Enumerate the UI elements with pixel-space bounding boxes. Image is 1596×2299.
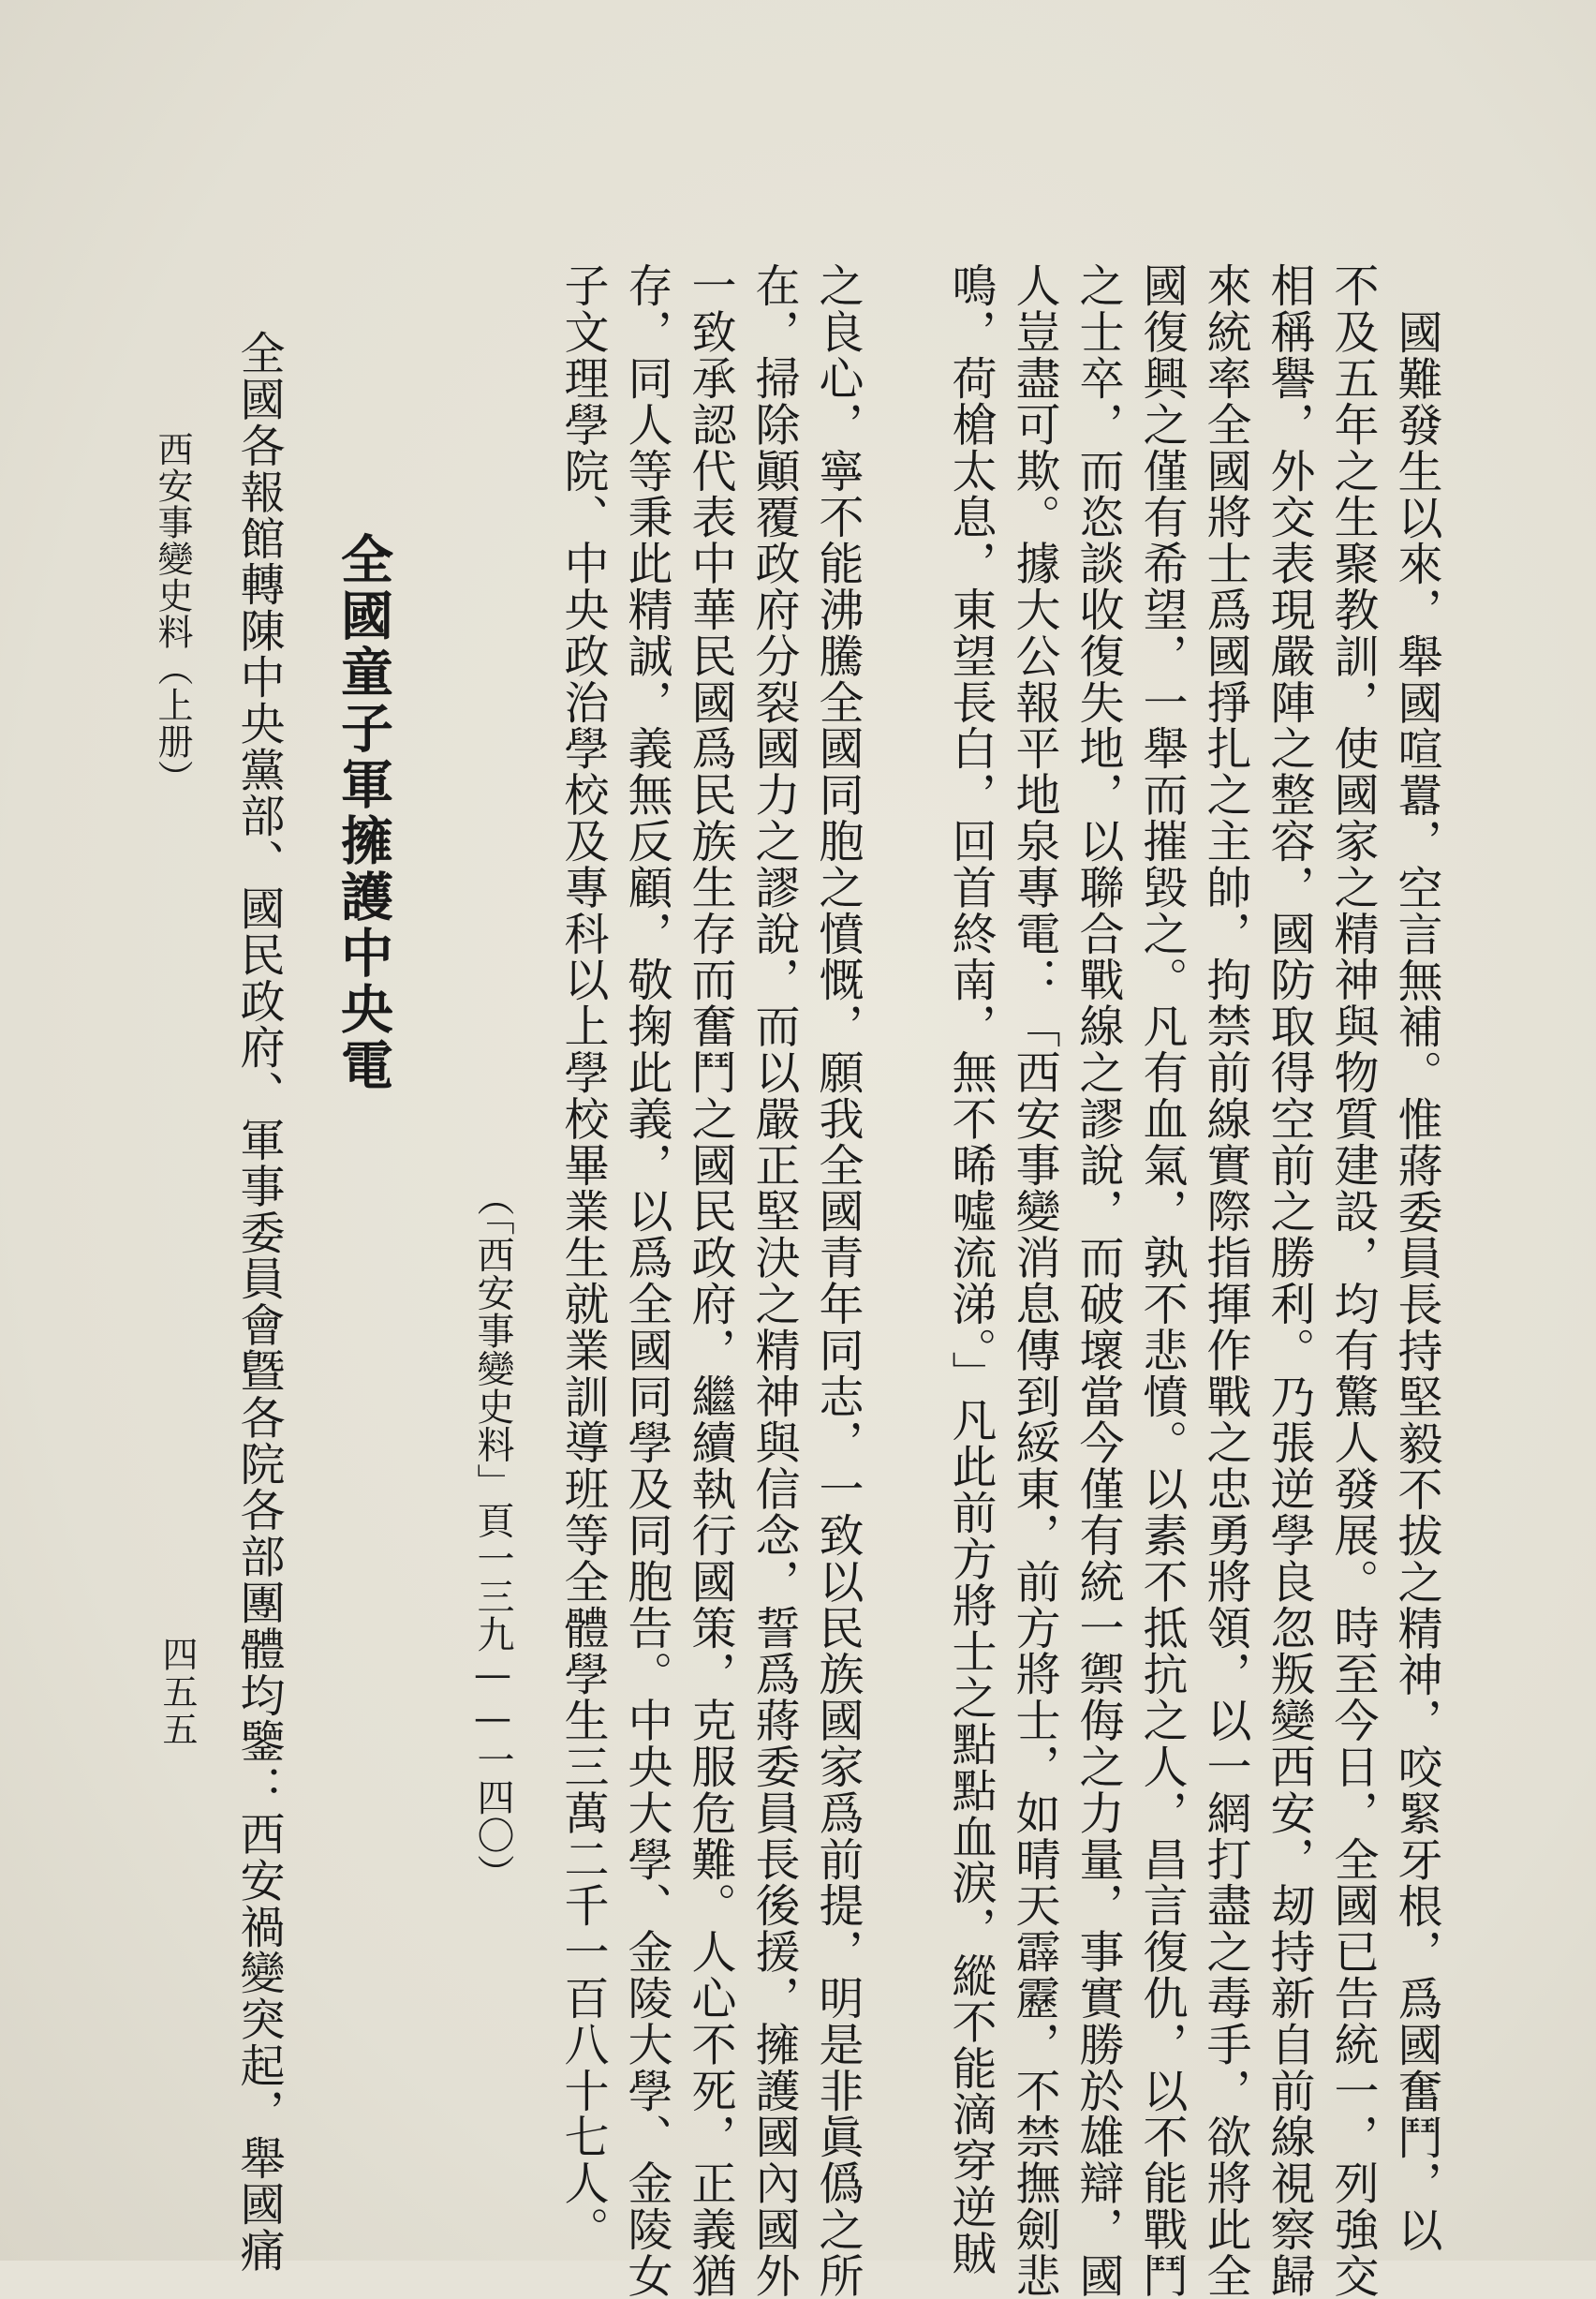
section-title: 全國童子軍擁護中央電	[332, 532, 394, 1094]
body-column: 全國各報館轉陳中央黨部、國民政府、軍事委員會曁各院各部團體均鑒：西安禍變突起，舉國痛	[232, 330, 285, 2274]
body-column: 在，掃除顚覆政府分裂國力之謬說，而以嚴正堅決之精神與信念，誓爲蔣委員長後援，擁護國內國外	[747, 262, 800, 2299]
body-column: 相稱譽，外交表現嚴陣之整容，國防取得空前之勝利。乃張逆學良忽叛變西安，刼持新自前線視察歸	[1263, 262, 1315, 2299]
body-column: 人豈盡可欺。據大公報平地泉專電：「西安事變消息傳到綏東，前方將士，如晴天霹靂，不禁撫劍悲	[1008, 262, 1060, 2299]
body-column: 鳴，荷槍太息，東望長白，回首終南，無不晞噓流涕。」凡此前方將士之點點血淚，縱不能滴穿逆賊	[944, 262, 997, 2277]
body-column: 存，同人等秉此精誠，義無反顧，敬掬此義，以爲全國同學及同胞告。中央大學、金陵大學、金陵女	[620, 262, 672, 2299]
body-column: 來統率全國將士爲國掙扎之主帥，拘禁前線實際指揮作戰之忠勇將領，以一網打盡之毒手，欲將此全	[1199, 262, 1251, 2299]
body-column: 不及五年之生聚教訓，使國家之精神與物質建設，均有驚人發展。時至今日，全國已告統一，列強交	[1326, 262, 1379, 2299]
body-column: 子文理學院、中央政治學校及專科以上學校畢業生就業訓導班等全體學生三萬二千一百八十七人。	[556, 262, 609, 2253]
page-number: 四五五	[156, 1636, 198, 1748]
body-column: 之士卒，而恣談收復失地，以聯合戰線之謬說，而破壞當今僅有統一禦侮之力量，事實勝於雄辯，國	[1071, 262, 1124, 2299]
body-column: 一致承認代表中華民國爲民族生存而奮鬥之國民政府，繼續執行國策，克服危難。人心不死，正義猶	[684, 262, 736, 2299]
source-citation: （「西安事變史料」頁一三九——一四〇）	[471, 1179, 514, 1892]
body-column: 國難發生以來，舉國喧囂，空言無補。惟蔣委員長持堅毅不拔之精神，咬緊牙根，爲國奮鬥，以	[1390, 309, 1442, 2253]
body-column: 國復興之僅有希望，一舉而摧毀之。凡有血氣，孰不悲憤。以素不抵抗之人，昌言復仇，以不能戰鬥	[1135, 262, 1188, 2299]
running-title: 西安事變史料（上册）	[152, 431, 193, 796]
body-column: 之良心，寧不能沸騰全國同胞之憤慨，願我全國青年同志，一致以民族國家爲前提，明是非眞僞之所	[811, 262, 864, 2299]
